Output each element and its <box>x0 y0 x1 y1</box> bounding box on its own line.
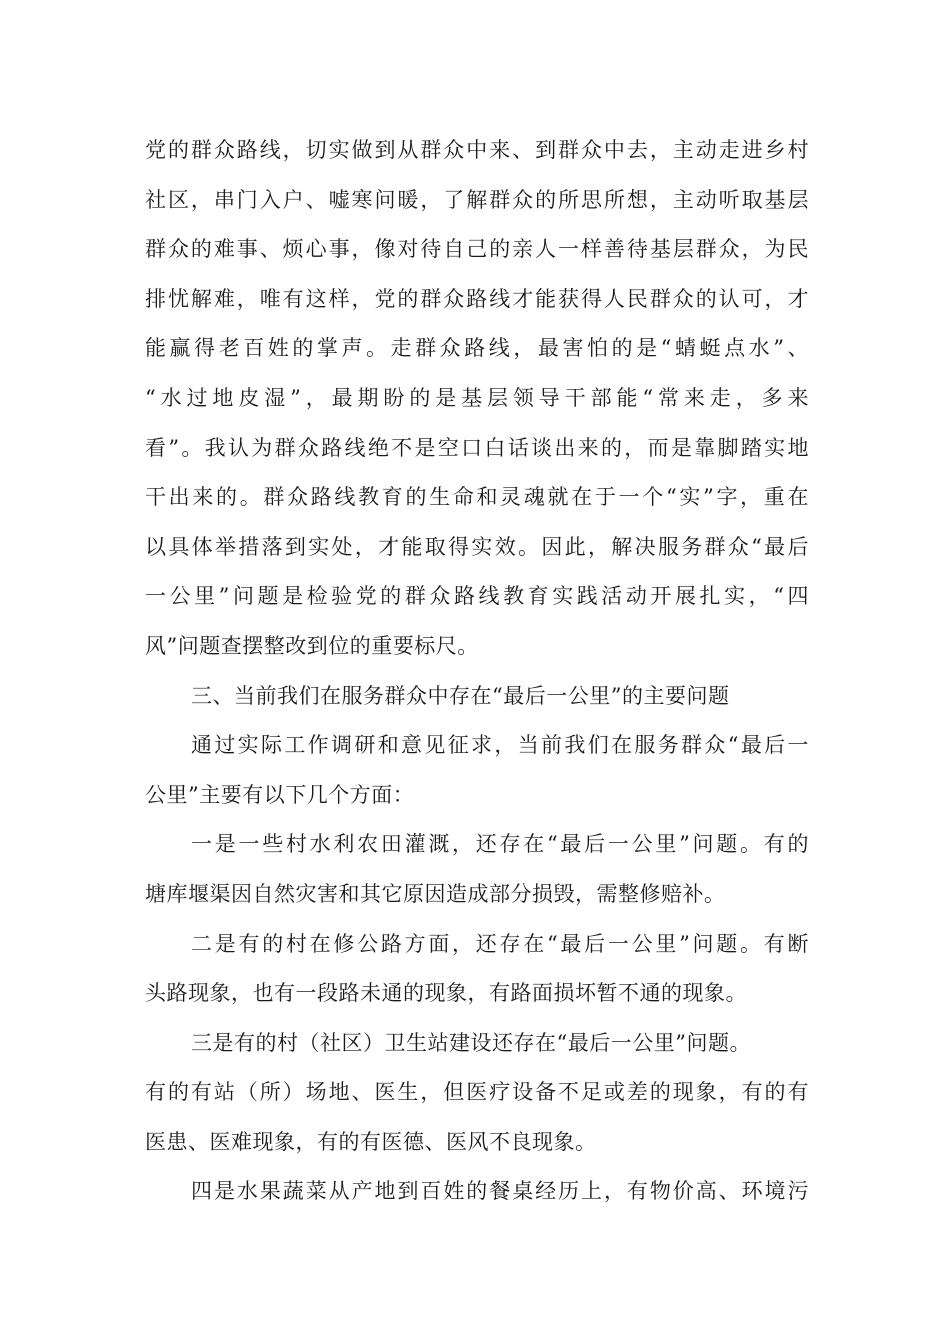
paragraph-line: 医患、医难现象，有的有医德、医风不良现象。 <box>145 1129 597 1154</box>
paragraph-line: 通过实际工作调研和意见征求，当前我们在服务群众“最后一 <box>191 733 809 758</box>
paragraph-line: 三是有的村（社区）卫生站建设还存在“最后一公里”问题。 <box>191 1030 751 1055</box>
paragraph-line: 一是一些村水利农田灌溉，还存在“最后一公里”问题。有的 <box>191 832 809 857</box>
paragraph-line: 能赢得老百姓的掌声。走群众路线，最害怕的是“蜻蜓点水”、 <box>145 336 809 361</box>
paragraph-line: 塘库堰渠因自然灾害和其它原因造成部分损毁，需整修赔补。 <box>145 881 726 906</box>
paragraph-line: 群众的难事、烦心事，像对待自己的亲人一样善待基层群众，为民 <box>145 237 809 262</box>
paragraph-line: 以具体举措落到实处，才能取得实效。因此，解决服务群众“最后 <box>145 534 809 559</box>
paragraph-line: 有的有站（所）场地、医生，但医疗设备不足或差的现象，有的有 <box>145 1080 809 1105</box>
paragraph-line: “水过地皮湿”，最期盼的是基层领导干部能“常来走，多来 <box>145 385 809 410</box>
paragraph-line: 看”。我认为群众路线绝不是空口白话谈出来的，而是靠脚踏实地 <box>145 435 809 460</box>
paragraph-line: 社区，串门入户、嘘寒问暖，了解群众的所思所想，主动听取基层 <box>145 187 809 212</box>
paragraph-line: 二是有的村在修公路方面，还存在“最后一公里”问题。有断 <box>191 931 809 956</box>
paragraph-line: 党的群众路线，切实做到从群众中来、到群众中去，主动走进乡村 <box>145 138 809 162</box>
paragraph-line: 排忧解难，唯有这样，党的群众路线才能获得人民群众的认可，才 <box>145 286 809 311</box>
section-heading: 三、当前我们在服务群众中存在“最后一公里”的主要问题 <box>191 683 730 708</box>
paragraph-line: 风”问题查摆整改到位的重要标尺。 <box>145 633 479 658</box>
document-body <box>145 126 809 1217</box>
paragraph-line: 头路现象，也有一段路未通的现象，有路面损坏暂不通的现象。 <box>145 981 747 1006</box>
paragraph-line: 四是水果蔬菜从产地到百姓的餐桌经历上，有物价高、环境污 <box>191 1179 809 1204</box>
paragraph-line: 干出来的。群众路线教育的生命和灵魂就在于一个“实”字，重在 <box>145 485 809 510</box>
paragraph-line: 公里”主要有以下几个方面： <box>145 782 415 807</box>
paragraph-line: 一公里”问题是检验党的群众路线教育实践活动开展扎实，“四 <box>145 584 809 609</box>
